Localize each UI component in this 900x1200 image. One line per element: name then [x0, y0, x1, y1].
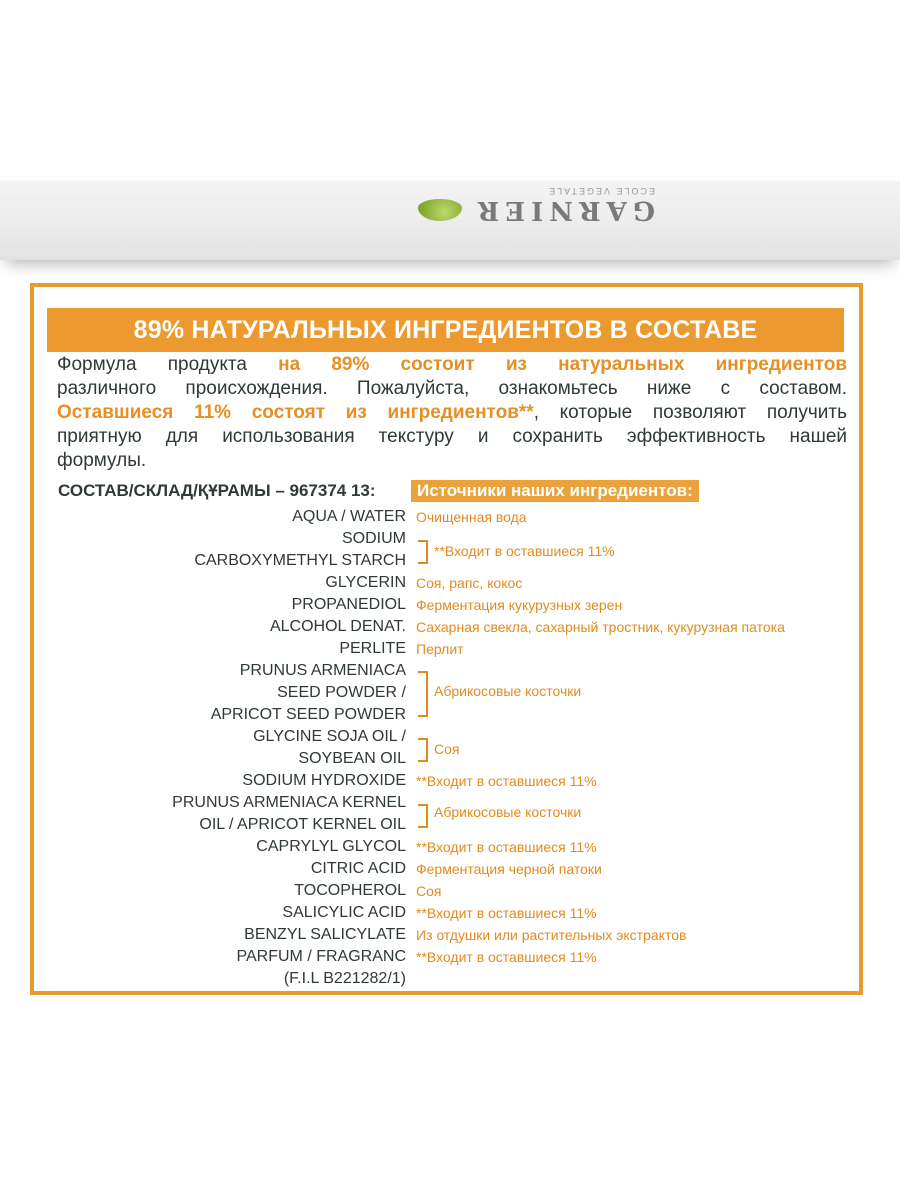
ingredient-name: OIL / APRICOT KERNEL OIL: [199, 816, 406, 833]
composition-header: СОСТАВ/СКЛАД/ҚҰРАМЫ – 967374 13:: [58, 481, 376, 500]
ingredient-name: PROPANEDIOL: [291, 596, 406, 613]
ingredient-source: Из отдушки или растительных экстрактов: [416, 927, 687, 943]
ingredient-source: Перлит: [416, 641, 464, 657]
brand-logo-word: GARNIER: [471, 195, 655, 225]
ingredient-name: CITRIC ACID: [310, 860, 406, 877]
ingredient-source: Соя: [434, 741, 460, 757]
ingredient-name: PARFUM / FRAGRANC: [236, 948, 406, 965]
ingredient-source: Абрикосовые косточки: [434, 683, 582, 699]
ingredient-name: BENZYL SALICYLATE: [244, 926, 406, 943]
group-bracket: [418, 738, 428, 762]
ingredient-source: **Входит в оставшиеся 11%: [434, 543, 615, 559]
intro-line-2: различного происхождения. Пожалуйста, ознакомьтесь ниже с составом.: [57, 378, 847, 399]
ingredient-name: CAPRYLYL GLYCOL: [256, 838, 406, 855]
ingredient-name: APRICOT SEED POWDER: [210, 706, 406, 723]
ingredient-name: SODIUM: [342, 530, 406, 547]
intro-text: , которые позволяют получить: [533, 402, 847, 423]
natural-ingredients-banner: 89% НАТУРАЛЬНЫХ ИНГРЕДИЕНТОВ В СОСТАВЕ: [47, 308, 844, 352]
intro-line-3: [57, 401, 847, 425]
ingredient-name: SODIUM HYDROXIDE: [242, 772, 406, 789]
ingredient-name: PRUNUS ARMENIACA KERNEL: [172, 794, 406, 811]
intro-line-5: формулы.: [57, 450, 147, 471]
ingredient-source: **Входит в оставшиеся 11%: [416, 839, 597, 855]
ingredient-source: Соя: [416, 883, 442, 899]
ingredient-name: CARBOXYMETHYL STARCH: [194, 552, 406, 569]
ingredient-name: ALCOHOL DENAT.: [269, 618, 406, 635]
ingredient-source: **Входит в оставшиеся 11%: [416, 949, 597, 965]
ingredient-source: Соя, рапс, кокос: [416, 575, 523, 591]
intro-paragraph: [57, 353, 847, 473]
ingredient-source: Ферментация черной патоки: [416, 861, 602, 877]
brand-logo: [255, 186, 655, 230]
ingredient-name: SOYBEAN OIL: [298, 750, 406, 767]
ingredient-source: **Входит в оставшиеся 11%: [416, 773, 597, 789]
ingredient-name: GLYCERIN: [325, 574, 406, 591]
ingredient-source: Сахарная свекла, сахарный тростник, кукурузная патока: [416, 619, 785, 635]
ingredient-name: TOCOPHEROL: [294, 882, 406, 899]
ingredient-source: **Входит в оставшиеся 11%: [416, 905, 597, 921]
ingredient-name: AQUA / WATER: [292, 508, 406, 525]
intro-highlight: Оставшиеся 11% состоят из ингредиентов**: [57, 402, 534, 423]
leaf-icon: [418, 199, 462, 221]
ingredient-source: Абрикосовые косточки: [434, 804, 582, 820]
group-bracket: [418, 804, 428, 828]
group-bracket: [418, 540, 428, 564]
ingredient-name: PRUNUS ARMENIACA: [239, 662, 406, 679]
intro-highlight: на 89% состоит из натуральных ингредиентов: [278, 354, 847, 375]
ingredient-name: GLYCINE SOJA OIL /: [253, 728, 406, 745]
ingredient-name: SEED POWDER /: [277, 684, 406, 701]
lid-edge: [0, 180, 900, 182]
sources-header: Источники наших ингредиентов:: [411, 480, 699, 502]
ingredient-name: (F.I.L B221282/1): [283, 970, 406, 987]
intro-text: Формула продукта: [57, 354, 279, 375]
ingredient-source: Очищенная вода: [416, 509, 527, 525]
group-bracket: [418, 671, 428, 717]
brand-tagline: ECOLE VEGETALE: [547, 186, 655, 196]
ingredient-name: SALICYLIC ACID: [282, 904, 406, 921]
intro-line-1: [57, 353, 847, 377]
ingredient-source: Ферментация кукурузных зерен: [416, 597, 623, 613]
intro-line-4: приятную для использования текстуру и сохранить эффективность нашей: [57, 426, 847, 447]
ingredient-name: PERLITE: [339, 640, 406, 657]
